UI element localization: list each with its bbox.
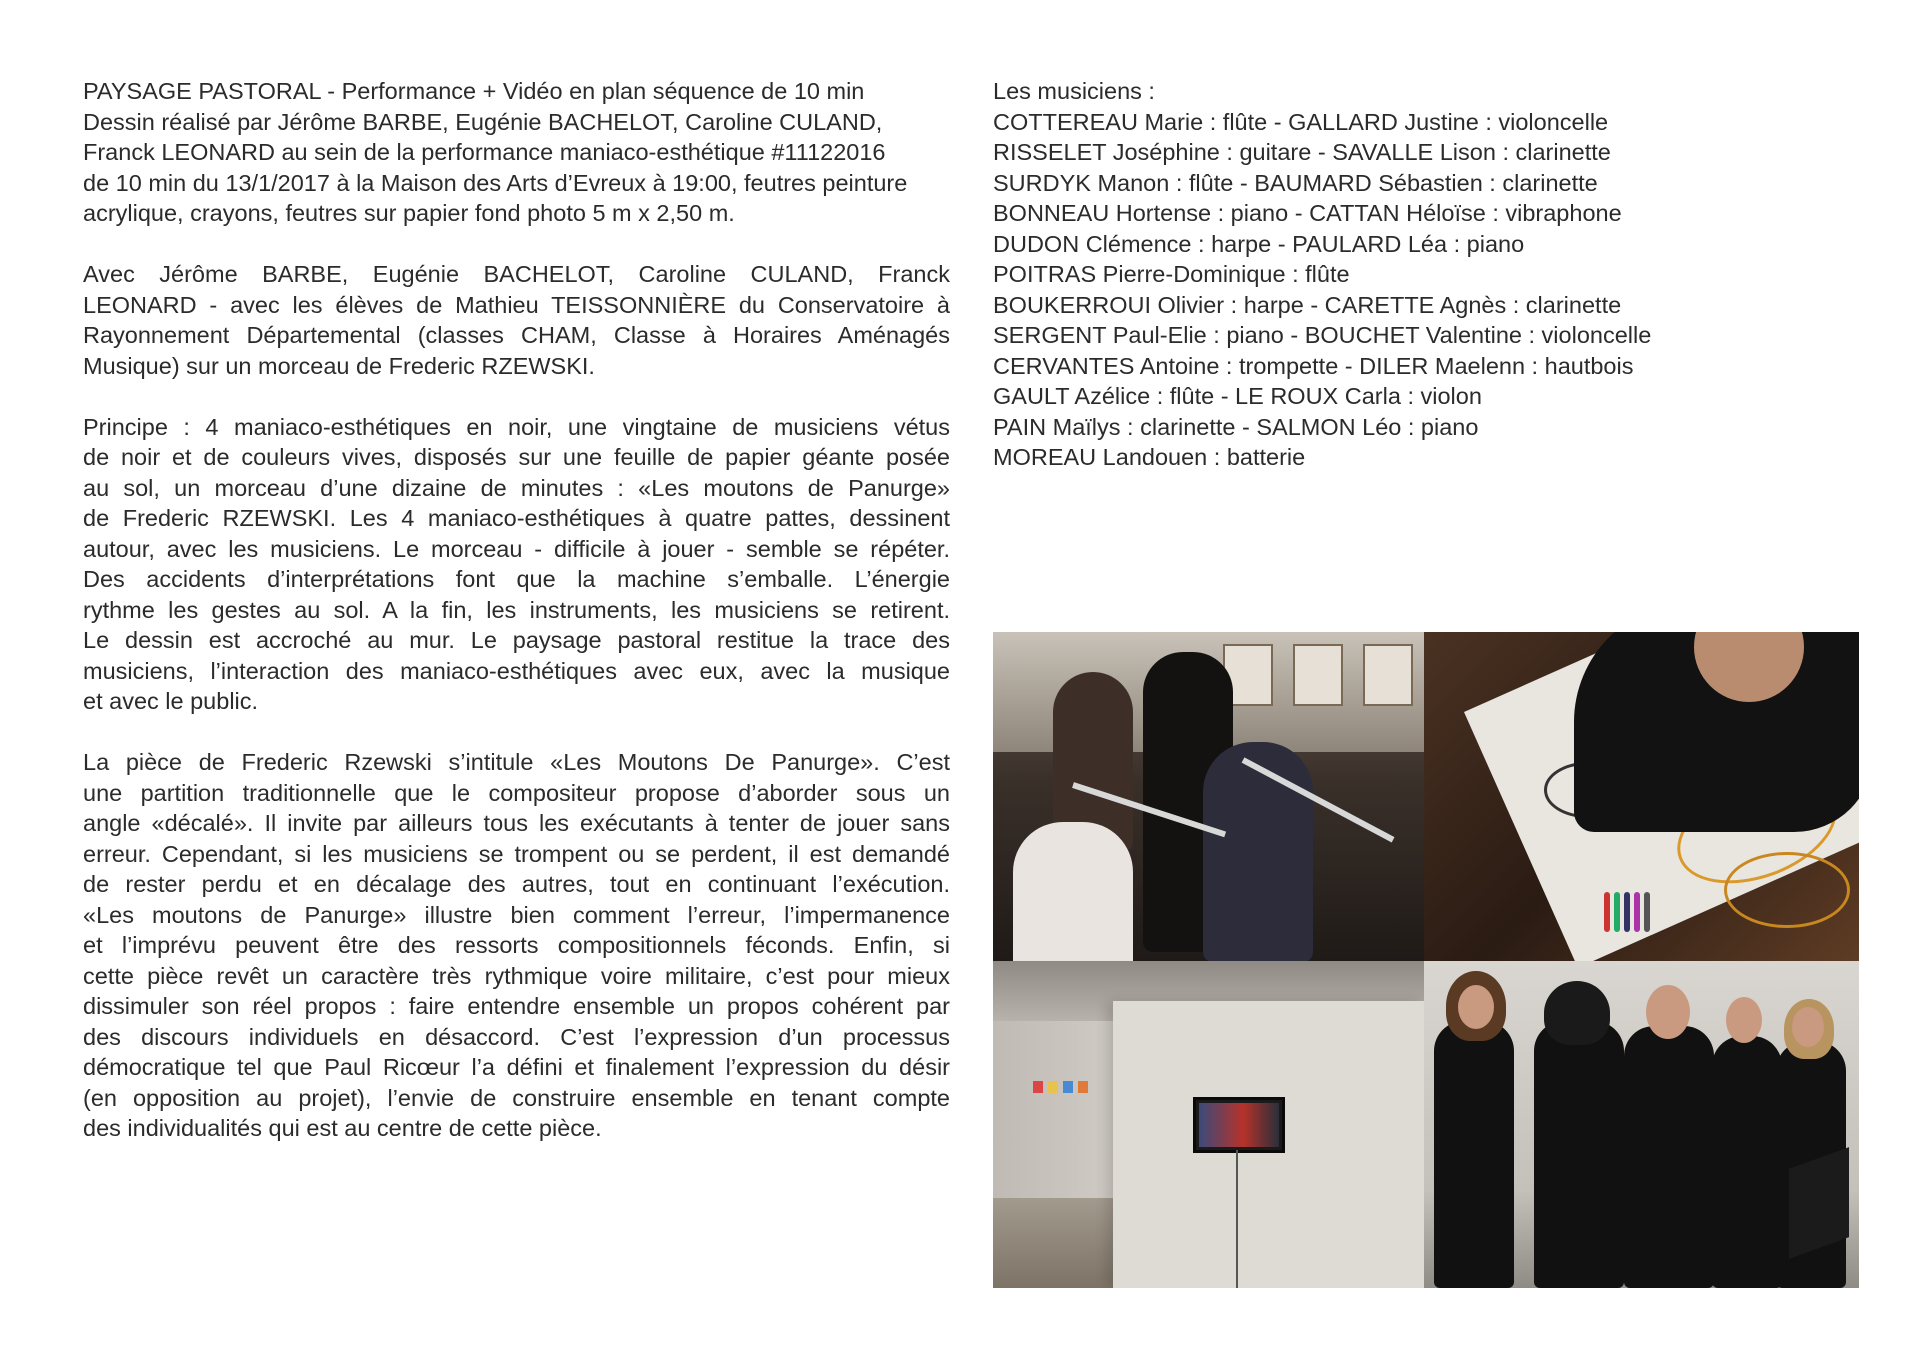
text-line: démocratique tel que Paul Ricœur l’a défini et finalement l’expression du désir xyxy=(83,1054,950,1080)
performance-description xyxy=(83,76,950,1174)
marker-icon xyxy=(1614,892,1620,932)
person-silhouette xyxy=(1013,822,1133,961)
text-line: Le dessin est accroché au mur. Le paysage pastoral restitue la trace des xyxy=(83,627,950,653)
performer-face xyxy=(1646,985,1690,1039)
performer-face xyxy=(1792,1007,1824,1047)
small-artwork xyxy=(1033,1081,1043,1093)
musician-line: GAULT Azélice : flûte - LE ROUX Carla : violon xyxy=(993,383,1482,409)
performer-silhouette xyxy=(1712,1036,1782,1288)
text-line: Dessin réalisé par Jérôme BARBE, Eugénie BACHELOT, Caroline CULAND, xyxy=(83,108,883,135)
text-line: Principe : 4 maniaco-esthétiques en noir, une vingtaine de musiciens vétus xyxy=(83,413,950,440)
text-line: et avec le public. xyxy=(83,688,259,714)
person-silhouette xyxy=(1203,742,1313,961)
performer-silhouette xyxy=(1434,1021,1514,1288)
text-line: Avec Jérôme BARBE, Eugénie BACHELOT, Caroline CULAND, Franck xyxy=(83,261,950,287)
floor xyxy=(993,1198,1113,1288)
text-line: rythme les gestes au sol. A la fin, les instruments, les musiciens se retirent. xyxy=(83,596,950,623)
text-line: de rester perdu et en décalage des autres, tout en continuant l’exécution. xyxy=(83,871,950,897)
text-line: Des accidents d’interprétations font que la machine s’emballe. L’énergie xyxy=(83,566,950,592)
marker-pens xyxy=(1604,892,1684,932)
text-line: de noir et de couleurs vives, disposés sur une feuille de papier géante posée xyxy=(83,444,950,470)
text-line: «Les moutons de Panurge» illustre bien comment l’erreur, l’impermanence xyxy=(83,901,950,928)
video-frame xyxy=(1199,1103,1279,1147)
musician-line: COTTEREAU Marie : flûte - GALLARD Justine : violoncelle xyxy=(993,108,1609,135)
text-line: La pièce de Frederic Rzewski s’intitule «Les Moutons De Panurge». C’est xyxy=(83,749,950,775)
text-line: une partition traditionnelle que le compositeur propose d’aborder sous un xyxy=(83,779,950,806)
paragraph-piece xyxy=(83,747,950,1144)
performer-face xyxy=(1726,997,1762,1043)
musician-line: PAIN Maïlys : clarinette - SALMON Léo : piano xyxy=(993,413,1479,440)
performers-group-photo xyxy=(1424,961,1859,1288)
photo-collage xyxy=(993,632,1859,1288)
marker-icon xyxy=(1624,892,1630,932)
performer-hair xyxy=(1544,981,1610,1045)
text-line: acrylique, crayons, feutres sur papier fond photo 5 m x 2,50 m. xyxy=(83,200,735,226)
marker-icon xyxy=(1644,892,1650,932)
text-line: autour, avec les musiciens. Le morceau - difficile à jouer - semble se répéter. xyxy=(83,535,950,562)
marker-icon xyxy=(1604,892,1610,932)
musician-line: BOUKERROUI Olivier : harpe - CARETTE Agnès : clarinette xyxy=(993,291,1622,318)
text-line: Musique) sur un morceau de Frederic RZEWSKI. xyxy=(83,352,595,379)
framed-artwork xyxy=(1293,644,1343,706)
performer-face xyxy=(1458,985,1494,1029)
framed-artwork xyxy=(1363,644,1413,706)
scribble-mark xyxy=(1724,852,1850,928)
flute-players-rehearsal-photo xyxy=(993,632,1424,961)
text-line: au sol, un morceau d’une dizaine de minutes : «Les moutons de Panurge» xyxy=(83,474,950,501)
text-line: de 10 min du 13/1/2017 à la Maison des Arts d’Evreux à 19:00, feutres peinture xyxy=(83,169,908,196)
musician-line: POITRAS Pierre-Dominique : flûte xyxy=(993,261,1350,287)
musician-line: DUDON Clémence : harpe - PAULARD Léa : piano xyxy=(993,230,1525,257)
text-line: dissimuler son réel propos : faire entendre ensemble un propos cohérent par xyxy=(83,993,950,1019)
video-screen xyxy=(1193,1097,1285,1153)
musician-line: RISSELET Joséphine : guitare - SAVALLE Lison : clarinette xyxy=(993,139,1611,165)
drawing-on-paper-photo xyxy=(1424,632,1859,961)
performer-silhouette xyxy=(1624,1026,1714,1288)
paragraph-credits xyxy=(83,259,950,381)
text-line: erreur. Cependant, si les musiciens se trompent ou se perdent, il est demandé xyxy=(83,840,950,867)
small-artwork xyxy=(1078,1081,1088,1093)
small-artwork xyxy=(1048,1081,1058,1093)
musician-line: BONNEAU Hortense : piano - CATTAN Héloïse : vibraphone xyxy=(993,200,1622,226)
video-installation-photo xyxy=(993,961,1424,1288)
text-line: et l’imprévu peuvent être des ressorts compositionnels féconds. Enfin, si xyxy=(83,932,950,958)
text-line: (en opposition au projet), l’envie de construire ensemble en tenant compte xyxy=(83,1084,950,1111)
small-artwork xyxy=(1063,1081,1073,1093)
screen-cable xyxy=(1236,1150,1238,1288)
text-line: PAYSAGE PASTORAL - Performance + Vidéo en plan séquence de 10 min xyxy=(83,78,865,104)
marker-icon xyxy=(1634,892,1640,932)
musician-line: CERVANTES Antoine : trompette - DILER Maelenn : hautbois xyxy=(993,352,1634,379)
text-line: angle «décalé». Il invite par ailleurs tous les exécutants à tenter de jouer sans xyxy=(83,810,950,836)
performer-silhouette xyxy=(1534,1021,1624,1288)
text-line: des discours individuels en désaccord. C’est l’expression d’un processus xyxy=(83,1023,950,1050)
text-line: de Frederic RZEWSKI. Les 4 maniaco-esthétiques à quatre pattes, dessinent xyxy=(83,505,950,531)
paragraph-principle xyxy=(83,412,950,717)
paragraph-title xyxy=(83,76,950,229)
text-line: LEONARD - avec les élèves de Mathieu TEISSONNIÈRE du Conservatoire à xyxy=(83,291,950,318)
musician-line: MOREAU Landouen : batterie xyxy=(993,444,1306,470)
text-line: des individualités qui est au centre de cette pièce. xyxy=(83,1115,602,1141)
text-line: musiciens, l’interaction des maniaco-esthétiques avec eux, avec la musique xyxy=(83,657,950,684)
text-line: Franck LEONARD au sein de la performance maniaco-esthétique #11122016 xyxy=(83,139,886,165)
text-line: cette pièce revêt un caractère très rythmique voire militaire, c’est pour mieux xyxy=(83,962,950,989)
musician-line: SERGENT Paul-Elie : piano - BOUCHET Valentine : violoncelle xyxy=(993,322,1652,348)
musicians-list xyxy=(993,76,1873,473)
text-line: Rayonnement Départemental (classes CHAM, Classe à Horaires Aménagés xyxy=(83,322,950,348)
musicians-title: Les musiciens : xyxy=(993,78,1155,104)
musician-line: SURDYK Manon : flûte - BAUMARD Sébastien : clarinette xyxy=(993,169,1598,196)
